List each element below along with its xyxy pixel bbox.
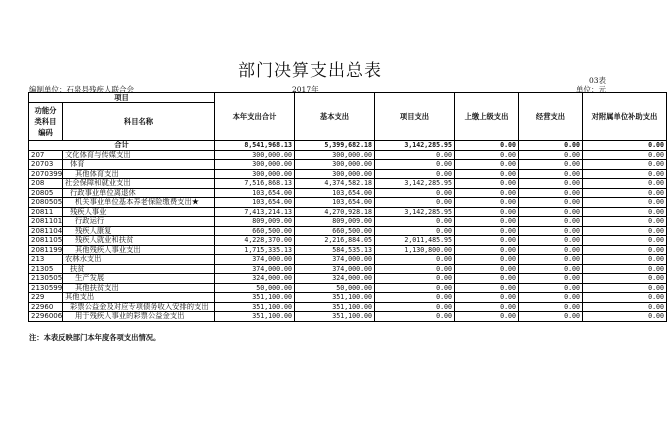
- row-basic: 660,500.00: [295, 226, 375, 236]
- table-row: [29, 207, 667, 217]
- row-total: 300,000.00: [215, 150, 295, 160]
- row-code: 208: [29, 179, 63, 189]
- row-name: 扶贫: [63, 264, 215, 274]
- row-basic: 351,100.00: [295, 302, 375, 312]
- row-upper: 0.00: [455, 179, 519, 189]
- row-upper: 0.00: [455, 188, 519, 198]
- row-basic: 300,000.00: [295, 169, 375, 179]
- row-name: 行政运行: [63, 217, 215, 227]
- row-business: 0.00: [519, 198, 583, 208]
- row-total: 7,413,214.13: [215, 207, 295, 217]
- row-code: 20811: [29, 207, 63, 217]
- row-total: 1,715,335.13: [215, 245, 295, 255]
- row-upper: 0.00: [455, 217, 519, 227]
- row-project: 2,011,485.95: [375, 236, 455, 246]
- row-business: 0.00: [519, 160, 583, 170]
- row-upper: 0.00: [455, 236, 519, 246]
- row-subsidy: 0.00: [583, 198, 667, 208]
- row-business: 0.00: [519, 293, 583, 303]
- row-project: 0.00: [375, 264, 455, 274]
- row-business: 0.00: [519, 188, 583, 198]
- row-basic: 4,270,928.18: [295, 207, 375, 217]
- row-subsidy: 0.00: [583, 255, 667, 265]
- total-basic: 5,399,682.18: [295, 141, 375, 151]
- row-subsidy: 0.00: [583, 245, 667, 255]
- table-row: [29, 312, 667, 322]
- table-row: [29, 274, 667, 284]
- row-subsidy: 0.00: [583, 274, 667, 284]
- row-project: 0.00: [375, 150, 455, 160]
- row-business: 0.00: [519, 312, 583, 322]
- total-business: 0.00: [519, 141, 583, 151]
- row-upper: 0.00: [455, 274, 519, 284]
- row-total: 4,228,370.00: [215, 236, 295, 246]
- row-total: 374,000.00: [215, 264, 295, 274]
- table-row: [29, 236, 667, 246]
- row-project: 0.00: [375, 198, 455, 208]
- row-code: 213: [29, 255, 63, 265]
- table-row: [29, 198, 667, 208]
- row-upper: 0.00: [455, 245, 519, 255]
- row-code: 2080505: [29, 198, 63, 208]
- row-total: 300,000.00: [215, 160, 295, 170]
- header-subsidy: 对附属单位补助支出: [583, 93, 667, 141]
- header-code: 功能分类科目编码: [29, 103, 63, 141]
- total-label: 合计: [29, 141, 215, 151]
- row-code: 2130505: [29, 274, 63, 284]
- row-total: 351,100.00: [215, 312, 295, 322]
- row-subsidy: 0.00: [583, 302, 667, 312]
- row-project: 1,130,800.00: [375, 245, 455, 255]
- row-business: 0.00: [519, 245, 583, 255]
- row-project: 0.00: [375, 293, 455, 303]
- row-business: 0.00: [519, 169, 583, 179]
- row-subsidy: 0.00: [583, 293, 667, 303]
- row-basic: 300,000.00: [295, 150, 375, 160]
- header-name: 科目名称: [63, 103, 215, 141]
- row-code: 22960: [29, 302, 63, 312]
- row-basic: 50,000.00: [295, 283, 375, 293]
- row-code: 207: [29, 150, 63, 160]
- row-basic: 809,009.00: [295, 217, 375, 227]
- table-note: 注：本表反映部门本年度各项支出情况。: [29, 333, 161, 342]
- row-project: 0.00: [375, 169, 455, 179]
- row-subsidy: 0.00: [583, 236, 667, 246]
- total-amount: 8,541,968.13: [215, 141, 295, 151]
- row-name: 残疾人康复: [63, 226, 215, 236]
- row-subsidy: 0.00: [583, 169, 667, 179]
- row-code: 2081199: [29, 245, 63, 255]
- header-project: 项目支出: [375, 93, 455, 141]
- header-basic: 基本支出: [295, 93, 375, 141]
- row-upper: 0.00: [455, 255, 519, 265]
- table-row: [29, 150, 667, 160]
- row-subsidy: 0.00: [583, 283, 667, 293]
- row-subsidy: 0.00: [583, 160, 667, 170]
- row-name: 其他支出: [63, 293, 215, 303]
- row-total: 351,100.00: [215, 302, 295, 312]
- row-business: 0.00: [519, 302, 583, 312]
- row-name: 彩票公益金及对应专项债务收入安排的支出: [63, 302, 215, 312]
- row-total: 324,000.00: [215, 274, 295, 284]
- row-code: 20805: [29, 188, 63, 198]
- row-name: 体育: [63, 160, 215, 170]
- row-code: 2070399: [29, 169, 63, 179]
- table-row: [29, 264, 667, 274]
- row-project: 0.00: [375, 188, 455, 198]
- row-upper: 0.00: [455, 283, 519, 293]
- row-code: 2081104: [29, 226, 63, 236]
- total-project: 3,142,285.95: [375, 141, 455, 151]
- table-row: [29, 179, 667, 189]
- row-subsidy: 0.00: [583, 188, 667, 198]
- row-project: 0.00: [375, 283, 455, 293]
- row-code: 229: [29, 293, 63, 303]
- row-upper: 0.00: [455, 226, 519, 236]
- row-name: 其他体育支出: [63, 169, 215, 179]
- row-upper: 0.00: [455, 169, 519, 179]
- row-code: 2081101: [29, 217, 63, 227]
- row-basic: 374,000.00: [295, 255, 375, 265]
- expenditure-table: [28, 92, 667, 322]
- report-year: 2017年: [292, 85, 319, 94]
- page-title: 部门决算支出总表: [238, 61, 382, 81]
- row-upper: 0.00: [455, 198, 519, 208]
- row-total: 351,100.00: [215, 293, 295, 303]
- row-business: 0.00: [519, 150, 583, 160]
- row-subsidy: 0.00: [583, 217, 667, 227]
- row-total: 300,000.00: [215, 169, 295, 179]
- row-business: 0.00: [519, 264, 583, 274]
- row-code: 21305: [29, 264, 63, 274]
- row-total: 103,654.00: [215, 198, 295, 208]
- table-row: [29, 255, 667, 265]
- table-row: [29, 160, 667, 170]
- table-row: [29, 283, 667, 293]
- row-business: 0.00: [519, 217, 583, 227]
- row-total: 660,500.00: [215, 226, 295, 236]
- row-name: 社会保障和就业支出: [63, 179, 215, 189]
- row-upper: 0.00: [455, 150, 519, 160]
- form-number: 03表: [588, 76, 606, 85]
- total-upper: 0.00: [455, 141, 519, 151]
- row-upper: 0.00: [455, 302, 519, 312]
- row-name: 文化体育与传媒支出: [63, 150, 215, 160]
- row-subsidy: 0.00: [583, 150, 667, 160]
- row-upper: 0.00: [455, 264, 519, 274]
- row-project: 0.00: [375, 160, 455, 170]
- row-project: 3,142,285.95: [375, 179, 455, 189]
- row-total: 103,654.00: [215, 188, 295, 198]
- row-subsidy: 0.00: [583, 179, 667, 189]
- row-business: 0.00: [519, 179, 583, 189]
- row-name: 用于残疾人事业的彩票公益金支出: [63, 312, 215, 322]
- row-basic: 4,374,582.18: [295, 179, 375, 189]
- row-business: 0.00: [519, 283, 583, 293]
- row-project: 0.00: [375, 312, 455, 322]
- row-total: 809,009.00: [215, 217, 295, 227]
- row-business: 0.00: [519, 226, 583, 236]
- row-total: 50,000.00: [215, 283, 295, 293]
- row-project: 3,142,285.95: [375, 207, 455, 217]
- row-basic: 584,535.13: [295, 245, 375, 255]
- row-upper: 0.00: [455, 293, 519, 303]
- row-project: 0.00: [375, 302, 455, 312]
- row-name: 农林水支出: [63, 255, 215, 265]
- row-name: 残疾人就业和扶贫: [63, 236, 215, 246]
- row-business: 0.00: [519, 255, 583, 265]
- row-project: 0.00: [375, 217, 455, 227]
- row-code: 2081105: [29, 236, 63, 246]
- row-basic: 351,100.00: [295, 293, 375, 303]
- reporting-unit: 编制单位：石泉县残疾人联合会: [29, 85, 134, 94]
- total-row: [29, 141, 667, 151]
- row-code: 2296006: [29, 312, 63, 322]
- row-basic: 103,654.00: [295, 198, 375, 208]
- row-project: 0.00: [375, 226, 455, 236]
- row-upper: 0.00: [455, 160, 519, 170]
- table-row: [29, 293, 667, 303]
- row-name: 行政事业单位离退休: [63, 188, 215, 198]
- total-subsidy: 0.00: [583, 141, 667, 151]
- currency-unit: 单位：元: [576, 85, 606, 94]
- table-row: [29, 245, 667, 255]
- row-project: 0.00: [375, 274, 455, 284]
- row-upper: 0.00: [455, 312, 519, 322]
- row-total: 7,516,868.13: [215, 179, 295, 189]
- row-business: 0.00: [519, 236, 583, 246]
- row-code: 2130599: [29, 283, 63, 293]
- row-total: 374,000.00: [215, 255, 295, 265]
- row-upper: 0.00: [455, 207, 519, 217]
- row-name: 其他扶贫支出: [63, 283, 215, 293]
- row-basic: 103,654.00: [295, 188, 375, 198]
- row-basic: 351,100.00: [295, 312, 375, 322]
- row-subsidy: 0.00: [583, 226, 667, 236]
- row-basic: 2,216,884.05: [295, 236, 375, 246]
- row-project: 0.00: [375, 255, 455, 265]
- row-subsidy: 0.00: [583, 264, 667, 274]
- row-name: 残疾人事业: [63, 207, 215, 217]
- row-basic: 374,000.00: [295, 264, 375, 274]
- row-business: 0.00: [519, 207, 583, 217]
- header-upper: 上缴上级支出: [455, 93, 519, 141]
- row-business: 0.00: [519, 274, 583, 284]
- row-subsidy: 0.00: [583, 207, 667, 217]
- header-total: 本年支出合计: [215, 93, 295, 141]
- header-item: 项目: [29, 93, 215, 103]
- row-subsidy: 0.00: [583, 312, 667, 322]
- row-code: 20703: [29, 160, 63, 170]
- table-row: [29, 217, 667, 227]
- row-name: 机关事业单位基本养老保险缴费支出★: [63, 198, 215, 208]
- row-basic: 300,000.00: [295, 160, 375, 170]
- row-basic: 324,000.00: [295, 274, 375, 284]
- header-business: 经营支出: [519, 93, 583, 141]
- row-name: 生产发展: [63, 274, 215, 284]
- row-name: 其他残疾人事业支出: [63, 245, 215, 255]
